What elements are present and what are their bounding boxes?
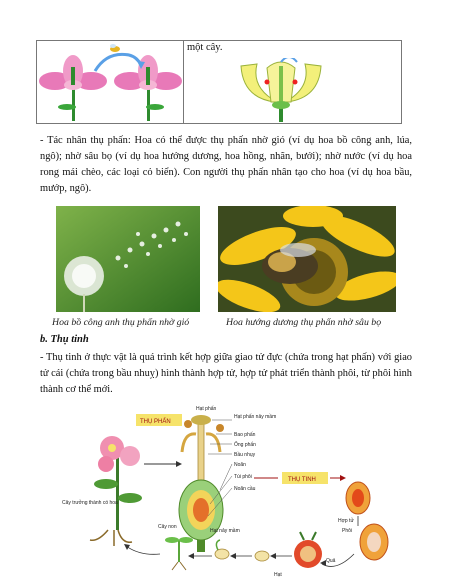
plant-life-cycle-diagram: [60, 404, 390, 582]
seedling-label: Cây non: [158, 524, 177, 530]
ovule-label: Noãn: [234, 462, 246, 468]
sunflower-bee-photo: [218, 206, 396, 312]
zygote-label: Hợp tử: [338, 518, 354, 524]
embryo-label: Phôi: [342, 528, 353, 534]
pollination-label: THỤ PHẤN: [140, 419, 171, 425]
pollinator-agents-paragraph: - Tác nhân thụ phấn: Hoa có thể được thụ phấn nhờ gió (ví dụ hoa bồ công anh, lúa, ngô); nhờ sâu bọ (ví dụ hoa hướng dương, hoa hồng, nhãn, bưởi); nhờ nước (ví dụ hoa rong mái chèo, các loại cỏ biển). Con người thụ phấn nhân tạo cho hoa (ví dụ hoa bầu, mướp, ngô).: [40, 135, 412, 194]
pollen-tube-label: Ống phấn: [234, 442, 256, 448]
dandelion-caption: Hoa bồ công anh thụ phấn nhờ gió: [52, 317, 190, 328]
fertilization-paragraph: - Thụ tinh ở thực vật là quá trình kết hợp giữa giao tử đực (chứa trong hạt phấn) với giao tử cái (chứa trong bầu nhuỵ) hình thành hợp tử, hợp tử phát triển thành phôi, từ phôi hình thành cơ thể mới.: [40, 352, 412, 395]
anther-label: Bao phấn: [234, 432, 256, 438]
ovary-label: Bầu nhụy: [234, 452, 256, 458]
seed-label: Hạt: [274, 572, 282, 578]
fruit-label: Quả: [326, 558, 336, 564]
table-divider: [183, 41, 184, 123]
fertilization-label: THỤ TINH: [288, 477, 316, 483]
pollen-germinated-label: Hạt phấn nảy mầm: [234, 414, 277, 420]
pollen-label: Hạt phấn: [196, 406, 217, 412]
dandelion-photo: [56, 206, 200, 312]
mature-plant-label: Cây trưởng thành có hoa: [62, 500, 118, 506]
table-cell-text: một cây.: [187, 42, 223, 53]
sunflower-caption: Hoa hướng dương thụ phấn nhờ sâu bọ: [226, 317, 382, 328]
egg-label: Noãn cầu: [234, 486, 256, 492]
section-heading-fertilization: b. Thụ tinh: [40, 334, 89, 345]
self-pollination-illustration: [237, 58, 327, 122]
germinated-seed-label: Hạt nảy mầm: [210, 528, 240, 534]
embryo-sac-label: Túi phôi: [234, 474, 252, 480]
cross-pollination-illustration: [37, 41, 183, 123]
